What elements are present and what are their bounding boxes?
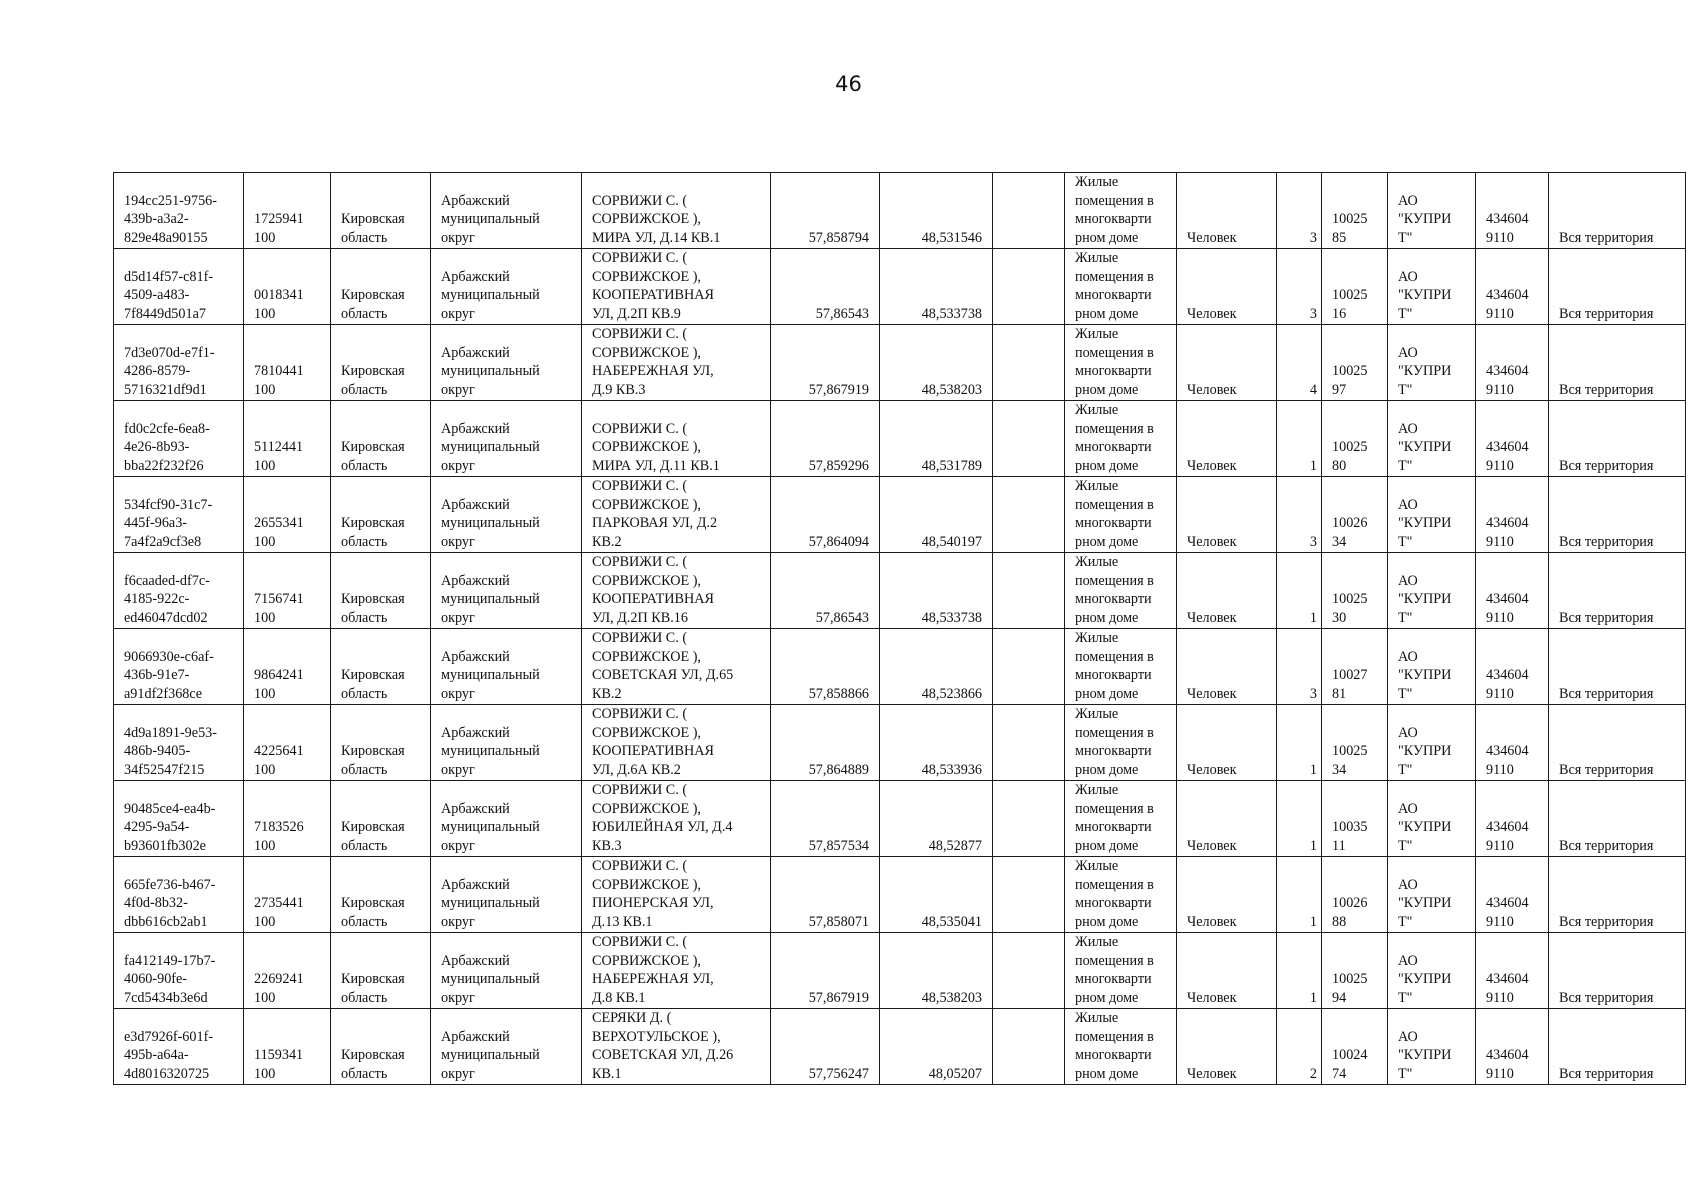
guid-cell: d5d14f57-c81f- 4509-a483- 7f8449d501a7: [114, 249, 244, 325]
latitude-cell: 57,86543: [771, 249, 880, 325]
table-row: [114, 1009, 1686, 1085]
latitude-cell: 57,756247: [771, 1009, 880, 1085]
inn-cell: 434604 9110: [1476, 553, 1549, 629]
empty-cell: [993, 401, 1065, 477]
empty-cell: [993, 629, 1065, 705]
address-cell: СОРВИЖИ С. ( СОРВИЖСКОЕ ), СОВЕТСКАЯ УЛ, Д.65 КВ.2: [582, 629, 771, 705]
district-cell: Арбажский муниципальный округ: [431, 249, 582, 325]
unit-cell: Человек: [1177, 629, 1277, 705]
territory-cell: Вся территория: [1549, 477, 1686, 553]
inn-cell: 434604 9110: [1476, 173, 1549, 249]
purpose-cell: Жилые помещения в многокварти рном доме: [1065, 781, 1177, 857]
people-count-cell: 1: [1277, 857, 1322, 933]
people-count-cell: 3: [1277, 173, 1322, 249]
table-row: [114, 933, 1686, 1009]
empty-cell: [993, 933, 1065, 1009]
district-cell: Арбажский муниципальный округ: [431, 705, 582, 781]
code-cell: 1725941 100: [244, 173, 331, 249]
address-cell: СОРВИЖИ С. ( СОРВИЖСКОЕ ), КООПЕРАТИВНАЯ УЛ, Д.2П КВ.16: [582, 553, 771, 629]
address-cell: СОРВИЖИ С. ( СОРВИЖСКОЕ ), НАБЕРЕЖНАЯ УЛ, Д.8 КВ.1: [582, 933, 771, 1009]
territory-cell: Вся территория: [1549, 629, 1686, 705]
table-row: [114, 857, 1686, 933]
guid-cell: fd0c2cfe-6ea8- 4e26-8b93- bba22f232f26: [114, 401, 244, 477]
unit-cell: Человек: [1177, 553, 1277, 629]
district-cell: Арбажский муниципальный округ: [431, 553, 582, 629]
latitude-cell: 57,864889: [771, 705, 880, 781]
district-cell: Арбажский муниципальный округ: [431, 401, 582, 477]
purpose-cell: Жилые помещения в многокварти рном доме: [1065, 553, 1177, 629]
account-cell: 10025 30: [1322, 553, 1388, 629]
address-cell: СОРВИЖИ С. ( СОРВИЖСКОЕ ), КООПЕРАТИВНАЯ УЛ, Д.6А КВ.2: [582, 705, 771, 781]
code-cell: 7156741 100: [244, 553, 331, 629]
company-cell: АО "КУПРИ Т": [1388, 173, 1476, 249]
longitude-cell: 48,531789: [880, 401, 993, 477]
code-cell: 7183526 100: [244, 781, 331, 857]
table-row: [114, 173, 1686, 249]
region-cell: Кировская область: [331, 401, 431, 477]
latitude-cell: 57,864094: [771, 477, 880, 553]
longitude-cell: 48,531546: [880, 173, 993, 249]
empty-cell: [993, 857, 1065, 933]
table-row: [114, 629, 1686, 705]
latitude-cell: 57,86543: [771, 553, 880, 629]
empty-cell: [993, 477, 1065, 553]
people-count-cell: 1: [1277, 401, 1322, 477]
inn-cell: 434604 9110: [1476, 325, 1549, 401]
district-cell: Арбажский муниципальный округ: [431, 781, 582, 857]
inn-cell: 434604 9110: [1476, 705, 1549, 781]
latitude-cell: 57,857534: [771, 781, 880, 857]
district-cell: Арбажский муниципальный округ: [431, 933, 582, 1009]
latitude-cell: 57,859296: [771, 401, 880, 477]
company-cell: АО "КУПРИ Т": [1388, 781, 1476, 857]
purpose-cell: Жилые помещения в многокварти рном доме: [1065, 629, 1177, 705]
empty-cell: [993, 173, 1065, 249]
inn-cell: 434604 9110: [1476, 857, 1549, 933]
table-row: [114, 249, 1686, 325]
unit-cell: Человек: [1177, 173, 1277, 249]
table-row: [114, 705, 1686, 781]
table-row: [114, 477, 1686, 553]
people-count-cell: 1: [1277, 705, 1322, 781]
unit-cell: Человек: [1177, 401, 1277, 477]
district-cell: Арбажский муниципальный округ: [431, 325, 582, 401]
region-cell: Кировская область: [331, 553, 431, 629]
address-cell: СОРВИЖИ С. ( СОРВИЖСКОЕ ), НАБЕРЕЖНАЯ УЛ, Д.9 КВ.3: [582, 325, 771, 401]
latitude-cell: 57,858866: [771, 629, 880, 705]
region-cell: Кировская область: [331, 477, 431, 553]
code-cell: 9864241 100: [244, 629, 331, 705]
code-cell: 1159341 100: [244, 1009, 331, 1085]
code-cell: 7810441 100: [244, 325, 331, 401]
code-cell: 0018341 100: [244, 249, 331, 325]
purpose-cell: Жилые помещения в многокварти рном доме: [1065, 401, 1177, 477]
code-cell: 2655341 100: [244, 477, 331, 553]
purpose-cell: Жилые помещения в многокварти рном доме: [1065, 705, 1177, 781]
people-count-cell: 1: [1277, 781, 1322, 857]
longitude-cell: 48,533738: [880, 249, 993, 325]
district-cell: Арбажский муниципальный округ: [431, 1009, 582, 1085]
longitude-cell: 48,05207: [880, 1009, 993, 1085]
empty-cell: [993, 781, 1065, 857]
table-row: [114, 401, 1686, 477]
longitude-cell: 48,523866: [880, 629, 993, 705]
company-cell: АО "КУПРИ Т": [1388, 477, 1476, 553]
table-row: [114, 781, 1686, 857]
latitude-cell: 57,867919: [771, 325, 880, 401]
longitude-cell: 48,538203: [880, 933, 993, 1009]
purpose-cell: Жилые помещения в многокварти рном доме: [1065, 933, 1177, 1009]
code-cell: 2269241 100: [244, 933, 331, 1009]
inn-cell: 434604 9110: [1476, 1009, 1549, 1085]
company-cell: АО "КУПРИ Т": [1388, 857, 1476, 933]
people-count-cell: 3: [1277, 477, 1322, 553]
empty-cell: [993, 325, 1065, 401]
empty-cell: [993, 249, 1065, 325]
territory-cell: Вся территория: [1549, 705, 1686, 781]
unit-cell: Человек: [1177, 705, 1277, 781]
code-cell: 5112441 100: [244, 401, 331, 477]
empty-cell: [993, 553, 1065, 629]
guid-cell: f6caaded-df7c- 4185-922c- ed46047dcd02: [114, 553, 244, 629]
inn-cell: 434604 9110: [1476, 933, 1549, 1009]
code-cell: 4225641 100: [244, 705, 331, 781]
company-cell: АО "КУПРИ Т": [1388, 401, 1476, 477]
address-cell: СОРВИЖИ С. ( СОРВИЖСКОЕ ), КООПЕРАТИВНАЯ УЛ, Д.2П КВ.9: [582, 249, 771, 325]
guid-cell: e3d7926f-601f- 495b-a64a- 4d8016320725: [114, 1009, 244, 1085]
empty-cell: [993, 705, 1065, 781]
longitude-cell: 48,533738: [880, 553, 993, 629]
longitude-cell: 48,538203: [880, 325, 993, 401]
empty-cell: [993, 1009, 1065, 1085]
territory-cell: Вся территория: [1549, 857, 1686, 933]
company-cell: АО "КУПРИ Т": [1388, 553, 1476, 629]
table-row: [114, 553, 1686, 629]
territory-cell: Вся территория: [1549, 249, 1686, 325]
address-cell: СЕРЯКИ Д. ( ВЕРХОТУЛЬСКОЕ ), СОВЕТСКАЯ УЛ, Д.26 КВ.1: [582, 1009, 771, 1085]
guid-cell: 90485ce4-ea4b- 4295-9a54- b93601fb302e: [114, 781, 244, 857]
code-cell: 2735441 100: [244, 857, 331, 933]
account-cell: 10025 85: [1322, 173, 1388, 249]
company-cell: АО "КУПРИ Т": [1388, 325, 1476, 401]
longitude-cell: 48,535041: [880, 857, 993, 933]
unit-cell: Человек: [1177, 1009, 1277, 1085]
account-cell: 10024 74: [1322, 1009, 1388, 1085]
account-cell: 10025 80: [1322, 401, 1388, 477]
guid-cell: fa412149-17b7- 4060-90fe- 7cd5434b3e6d: [114, 933, 244, 1009]
inn-cell: 434604 9110: [1476, 401, 1549, 477]
purpose-cell: Жилые помещения в многокварти рном доме: [1065, 857, 1177, 933]
region-cell: Кировская область: [331, 781, 431, 857]
guid-cell: 665fe736-b467- 4f0d-8b32- dbb616cb2ab1: [114, 857, 244, 933]
region-cell: Кировская область: [331, 325, 431, 401]
longitude-cell: 48,52877: [880, 781, 993, 857]
people-count-cell: 4: [1277, 325, 1322, 401]
account-cell: 10027 81: [1322, 629, 1388, 705]
people-count-cell: 3: [1277, 249, 1322, 325]
unit-cell: Человек: [1177, 857, 1277, 933]
inn-cell: 434604 9110: [1476, 249, 1549, 325]
address-cell: СОРВИЖИ С. ( СОРВИЖСКОЕ ), ЮБИЛЕЙНАЯ УЛ, Д.4 КВ.3: [582, 781, 771, 857]
unit-cell: Человек: [1177, 249, 1277, 325]
people-count-cell: 2: [1277, 1009, 1322, 1085]
unit-cell: Человек: [1177, 933, 1277, 1009]
table-row: [114, 325, 1686, 401]
address-cell: СОРВИЖИ С. ( СОРВИЖСКОЕ ), ПИОНЕРСКАЯ УЛ, Д.13 КВ.1: [582, 857, 771, 933]
address-cell: СОРВИЖИ С. ( СОРВИЖСКОЕ ), МИРА УЛ, Д.11 КВ.1: [582, 401, 771, 477]
guid-cell: 9066930e-c6af- 436b-91e7- a91df2f368ce: [114, 629, 244, 705]
inn-cell: 434604 9110: [1476, 477, 1549, 553]
inn-cell: 434604 9110: [1476, 781, 1549, 857]
region-cell: Кировская область: [331, 1009, 431, 1085]
people-count-cell: 3: [1277, 629, 1322, 705]
region-cell: Кировская область: [331, 249, 431, 325]
region-cell: Кировская область: [331, 933, 431, 1009]
territory-cell: Вся территория: [1549, 933, 1686, 1009]
unit-cell: Человек: [1177, 477, 1277, 553]
account-cell: 10035 11: [1322, 781, 1388, 857]
territory-cell: Вся территория: [1549, 1009, 1686, 1085]
address-cell: СОРВИЖИ С. ( СОРВИЖСКОЕ ), ПАРКОВАЯ УЛ, Д.2 КВ.2: [582, 477, 771, 553]
people-count-cell: 1: [1277, 553, 1322, 629]
territory-cell: Вся территория: [1549, 325, 1686, 401]
district-cell: Арбажский муниципальный округ: [431, 857, 582, 933]
company-cell: АО "КУПРИ Т": [1388, 629, 1476, 705]
region-cell: Кировская область: [331, 857, 431, 933]
unit-cell: Человек: [1177, 325, 1277, 401]
district-cell: Арбажский муниципальный округ: [431, 477, 582, 553]
purpose-cell: Жилые помещения в многокварти рном доме: [1065, 173, 1177, 249]
purpose-cell: Жилые помещения в многокварти рном доме: [1065, 325, 1177, 401]
account-cell: 10025 16: [1322, 249, 1388, 325]
company-cell: АО "КУПРИ Т": [1388, 1009, 1476, 1085]
latitude-cell: 57,858071: [771, 857, 880, 933]
territory-cell: Вся территория: [1549, 173, 1686, 249]
address-cell: СОРВИЖИ С. ( СОРВИЖСКОЕ ), МИРА УЛ, Д.14 КВ.1: [582, 173, 771, 249]
region-cell: Кировская область: [331, 705, 431, 781]
guid-cell: 4d9a1891-9e53- 486b-9405- 34f52547f215: [114, 705, 244, 781]
guid-cell: 194cc251-9756- 439b-a3a2- 829e48a90155: [114, 173, 244, 249]
guid-cell: 7d3e070d-e7f1- 4286-8579- 5716321df9d1: [114, 325, 244, 401]
latitude-cell: 57,867919: [771, 933, 880, 1009]
purpose-cell: Жилые помещения в многокварти рном доме: [1065, 249, 1177, 325]
longitude-cell: 48,533936: [880, 705, 993, 781]
guid-cell: 534fcf90-31c7- 445f-96a3- 7a4f2a9cf3e8: [114, 477, 244, 553]
territory-cell: Вся территория: [1549, 781, 1686, 857]
account-cell: 10025 34: [1322, 705, 1388, 781]
company-cell: АО "КУПРИ Т": [1388, 933, 1476, 1009]
latitude-cell: 57,858794: [771, 173, 880, 249]
account-cell: 10025 97: [1322, 325, 1388, 401]
purpose-cell: Жилые помещения в многокварти рном доме: [1065, 1009, 1177, 1085]
data-table: [113, 172, 1686, 1085]
district-cell: Арбажский муниципальный округ: [431, 629, 582, 705]
table-body: [114, 173, 1686, 1085]
inn-cell: 434604 9110: [1476, 629, 1549, 705]
purpose-cell: Жилые помещения в многокварти рном доме: [1065, 477, 1177, 553]
district-cell: Арбажский муниципальный округ: [431, 173, 582, 249]
company-cell: АО "КУПРИ Т": [1388, 705, 1476, 781]
company-cell: АО "КУПРИ Т": [1388, 249, 1476, 325]
longitude-cell: 48,540197: [880, 477, 993, 553]
people-count-cell: 1: [1277, 933, 1322, 1009]
account-cell: 10026 88: [1322, 857, 1388, 933]
account-cell: 10026 34: [1322, 477, 1388, 553]
unit-cell: Человек: [1177, 781, 1277, 857]
territory-cell: Вся территория: [1549, 553, 1686, 629]
region-cell: Кировская область: [331, 629, 431, 705]
account-cell: 10025 94: [1322, 933, 1388, 1009]
page-number: 46: [835, 72, 862, 96]
territory-cell: Вся территория: [1549, 401, 1686, 477]
region-cell: Кировская область: [331, 173, 431, 249]
